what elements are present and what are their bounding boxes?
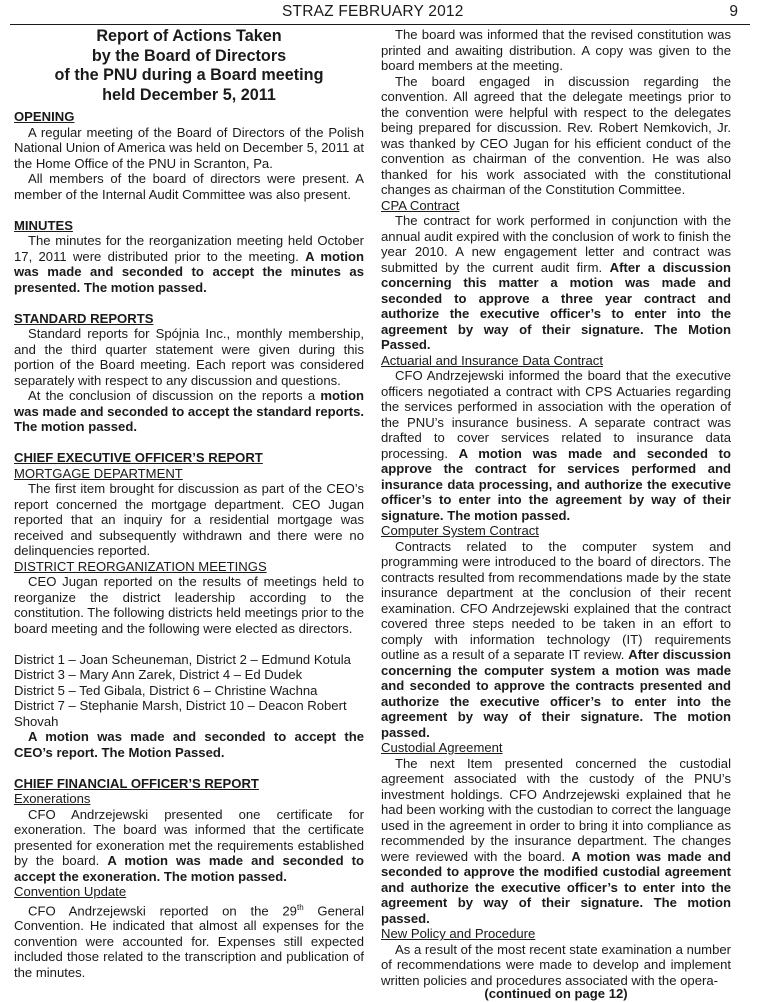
director-line: District 3 – Mary Ann Zarek, District 4 – Ed Dudek [14,667,303,682]
exonerations-text: CFO Andrzejewski presented one certificate for exoneration. The board was informed that the certificate presented for exoneration met the requirements established by the board. [14,806,364,868]
director-line: District 7 – Stephanie Marsh, District 10 – Deacon Robert Shovah [14,698,347,729]
left-column [14,27,364,980]
policy-procedure-paragraph: As a result of the most recent state examination a number of recommendations were made to develop and implement written policies and procedures associated with the opera- [381,941,731,988]
ceo-motion: A motion was made and seconded to accept the CEO’s report. The Motion Passed. [14,729,364,760]
minutes-paragraph [14,233,364,295]
district-paragraph: CEO Jugan reported on the results of meetings held to reorganize the district leadership according to the constitution. The following districts held meetings prior to the board meeting and the following were elected as directors. [14,574,364,636]
custodial-motion: A motion was made and seconded to approve the modified custodial agreement and authorize the executive officer’s to enter into the agreement by way of their signature. The motion passed. [381,848,732,926]
ceo-motion-paragraph [14,729,364,760]
standard-reports-heading: STANDARD REPORTS [14,310,154,326]
opening-paragraph: A regular meeting of the Board of Directors of the Polish National Union of America was held on December 5, 2011 at the Home Office of the PNU in Scranton, Pa. [14,124,364,171]
cpa-contract-heading: CPA Contract [381,197,460,213]
director-line: District 1 – Joan Scheuneman, District 2 – Edmund Kotula [14,651,351,667]
attendance-paragraph: All members of the board of directors were present. A member of the Internal Audit Committee was also present. [14,171,364,202]
computer-text: Contracts related to the computer system and programming were introduced to the board of directors. The contracts resulted from recommendations made by the state insurance department at the conclusion of their recent examination. CFO Andrzejewski explained that the contract covered three steps needed to be taken in an effort to comply with information technology (IT) requirements outline as a result of a separate IT review. [381,538,731,662]
district-heading: DISTRICT REORGANIZATION MEETINGS [14,558,267,574]
report-title-line: Report of Actions Taken [96,27,282,45]
right-column [381,27,731,1002]
opening-heading: OPENING [14,109,75,124]
computer-motion: After discussion concerning the computer system a motion was made and seconded to approve the contracts presented and authorize the executive officer’s to enter into the agreement by way of their signature. The motion passed. [381,647,732,740]
actuarial-motion: A motion was made and seconded to approve the contract for services performed and insurance data processing, and authorize the executive officer’s to enter into the agreement by way of their signature. The motion passed. [381,445,731,523]
standard-reports-motion-paragraph [14,388,364,435]
page-number: 9 [729,3,738,20]
ordinal-suffix: th [296,902,304,912]
director-line: District 5 – Ted Gibala, District 6 – Christine Wachna [14,682,318,698]
convention-discussion-paragraph: The board engaged in discussion regarding the convention. All agreed that the delegate meetings prior to the convention were helpful with respect to the delegates being prepared for discussion. Rev. Robert Nemkovich, Jr. was thanked by CEO Jugan for his efficient conduct of the convention as chairman of the convention. He was also thanked for his work associated with the constitutional changes as chairman of the Constitution Committee. [381,73,731,197]
standard-reports-text: At the conclusion of discussion on the reports a [28,388,316,403]
exonerations-paragraph [14,807,364,885]
cfo-report-heading: CHIEF FINANCIAL OFFICER’S REPORT [14,775,259,791]
header-rule [10,24,750,25]
convention-text-b: General Convention. He indicated that almost all expenses for the convention were accounted for. Expenses still expected included those related to the transcription and publication of the minutes. [14,902,364,980]
report-title [14,27,364,105]
ceo-report-heading: CHIEF EXECUTIVE OFFICER’S REPORT [14,450,263,465]
exonerations-motion: A motion was made and seconded to accept the exoneration. The motion passed. [14,853,364,884]
computer-contract-heading: Computer System Contract [381,523,539,538]
report-title-line: held December 5, 2011 [102,85,276,104]
computer-contract-paragraph [381,539,731,741]
policy-procedure-heading: New Policy and Procedure [381,926,536,941]
page-header [0,0,760,26]
cpa-contract-paragraph [381,213,731,353]
continued-note: (continued on page 12) [484,986,628,1001]
mortgage-paragraph: The first item brought for discussion as part of the CEO’s report concerned the mortgage department. CEO Jugan reported that an inquiry for a residential mortgage was received and subsequently withdrawn and there were no delinquencies reported. [14,481,364,558]
actuarial-contract-heading: Actuarial and Insurance Data Contract [381,352,603,368]
minutes-heading: MINUTES [14,217,73,233]
minutes-motion: A motion was made and seconded to accept the minutes as presented. The motion passed. [14,248,365,295]
custodial-agreement-paragraph [381,756,731,927]
actuarial-contract-paragraph [381,368,731,523]
convention-text-a: CFO Andrzejewski reported on the 29 [28,902,297,918]
convention-update-paragraph [14,900,364,981]
cpa-text: The contract for work performed in conjunction with the annual audit expired with the conclusion of work to finish the year 2010. A new engagement letter and contract was submitted by the current audit firm. [381,213,731,275]
custodial-text: The next Item presented concerned the custodial agreement associated with the custody of the PNU’s investment holdings. CFO Andrzejewski explained that he had been working with the custodian to correct the language used in the agreement in order to bring it into compliance as recommended by the insurance department. The changes were reviewed with the board. [381,755,731,864]
exonerations-heading: Exonerations [14,791,91,806]
report-title-line: by the Board of Directors [91,46,287,65]
constitution-paragraph: The board was informed that the revised constitution was printed and awaiting distribution. A copy was given to the board members at the meeting. [381,27,731,73]
mortgage-heading: MORTGAGE DEPARTMENT [14,465,183,481]
cpa-motion: After a discussion concerning this matter a motion was made and seconded to approve a three year contract and authorize the executive officer’s to enter into the agreement by way of their signature. The Motion Passed. [381,259,731,352]
minutes-text: The minutes for the reorganization meeting held October 17, 2011 were distributed prior to the meeting. [14,233,364,264]
convention-update-heading: Convention Update [14,884,127,899]
report-title-line: of the PNU during a Board meeting [54,66,324,84]
custodial-agreement-heading: Custodial Agreement [381,740,503,755]
standard-reports-paragraph: Standard reports for Spójnia Inc., monthly membership, and the third quarter statement were given during this portion of the Board meeting. Each report was considered separately with respect to any discussion and questions. [14,326,364,388]
standard-reports-motion: motion was made and seconded to accept the standard reports. The motion passed. [14,388,364,434]
publication-title: STRAZ FEBRUARY 2012 [282,3,464,20]
actuarial-text: CFO Andrzejewski informed the board that the executive officers negotiated a contract with CPS Actuaries regarding the services performed in association with the operation of the PNU’s insurance business. A separate contract was drafted to cover services related to insurance data processing. [381,368,731,461]
